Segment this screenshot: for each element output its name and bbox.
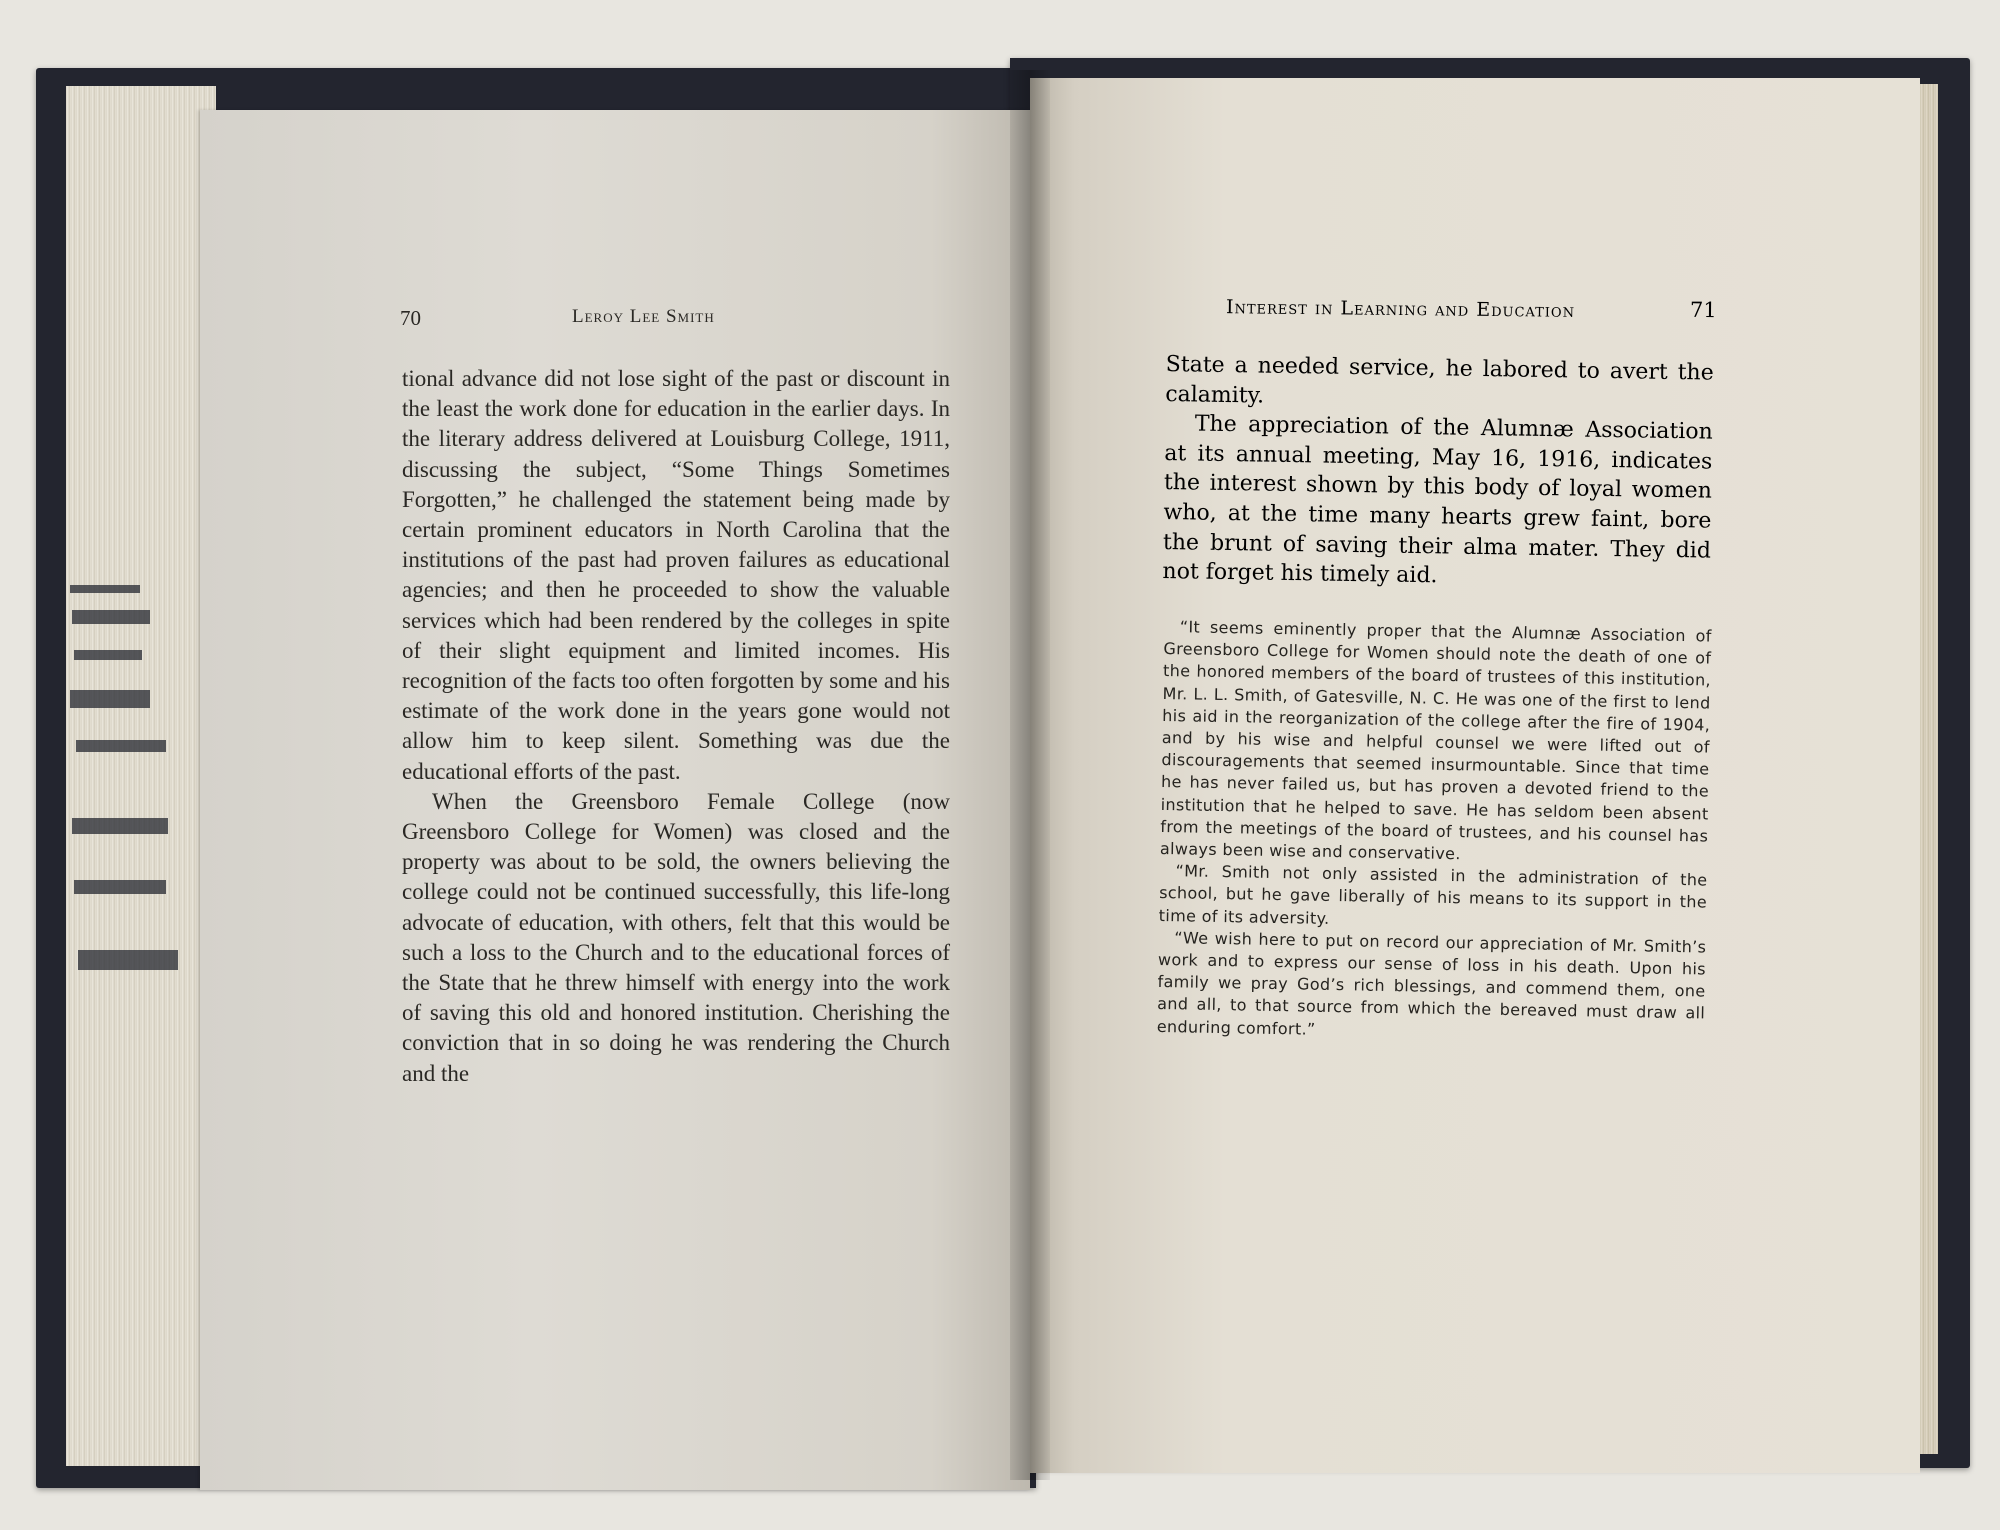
paragraph: State a needed service, he labored to avert the calamity. [1165,351,1714,409]
edge-ink-mark [70,690,150,708]
block-quote [1157,616,1712,1047]
quote-paragraph: “We wish here to put on record our appreciation of Mr. Smith’s work and to express our sense of loss in his death. Upon his family we pray God’s rich blessings, and commend them, one and all, to that source from which the bereaved must draw all enduring comfort.” [1156,928,1707,1039]
paragraph: When the Greensboro Female College (now Greensboro College for Women) was closed and the property was about to be sold, the owners believing the college could not be continued successfully, this life-long advocate of education, with others, felt that this would be such a loss to the Church and to the educational forces of the State that he threw himself with energy into the work of saving this old and honored institution. Cherishing the conviction that in so doing he was rendering the Church and the [402,788,950,1086]
edge-ink-mark [74,880,166,894]
left-page [200,110,1030,1490]
edge-ink-mark [72,818,168,834]
edge-ink-mark [72,610,150,624]
quote-paragraph: “Mr. Smith not only assisted in the administration of the school, but he gave liberally of his means to its support in the time of its adversity. [1158,861,1708,928]
edge-ink-mark [76,740,166,752]
running-head-right: Interest in Learning and Education [1225,296,1576,322]
paragraph: tional advance did not lose sight of the past or discount in the least the work done for education in the earlier days. In the literary address delivered at Louisburg College, 1911, discussing the subject, “Some Things Sometimes Forgotten,” he challenged the statement being made by certain prominent educators in North Carolina that the institutions of the past had proven failures as educational agencies; and then he proceeded to show the valuable services which had been rendered by the colleges in spite of their slight equipment and limited incomes. His recognition of the facts too often forgotten by some and his estimate of the work done in the years gone would not allow him to keep silent. Something was due the educational efforts of the past. [402,366,950,784]
right-page-body [1162,350,1714,595]
running-head-left: Leroy Lee Smith [572,306,715,327]
edge-ink-mark [78,950,178,970]
left-page-body [402,364,950,1089]
quote-paragraph: “It seems eminently proper that the Alumnæ Association of Greensboro College for Women should note the death of one of the honored members of the board of trustees of this institution, Mr. L. L. Smith, of Gatesville, N. C. He was one of the first to lend his aid in the reorganization of the college after the fire of 1904, and by his wise and helpful counsel we were lifted out of discouragements that seemed insurmountable. Since that time he has never failed us, but has proven a devoted friend to the institution that he helped to save. He has seldom been absent from the meetings of the board of trustees, and his counsel has always been wise and conservative. [1159,617,1712,864]
edge-ink-mark [70,585,140,593]
edge-ink-mark [74,650,142,660]
paragraph: The appreciation of the Alumnæ Association at its annual meeting, May 16, 1916, indicates the interest shown by this body of loyal women who, at the time many hearts grew faint, bore the brunt of saving their alma mater. They did not forget his timely aid. [1162,411,1713,589]
page-number-right: 71 [1689,297,1717,323]
spine-gutter-shadow [1010,70,1050,1480]
page-number-left: 70 [400,306,421,330]
page-edges-left [66,86,216,1466]
